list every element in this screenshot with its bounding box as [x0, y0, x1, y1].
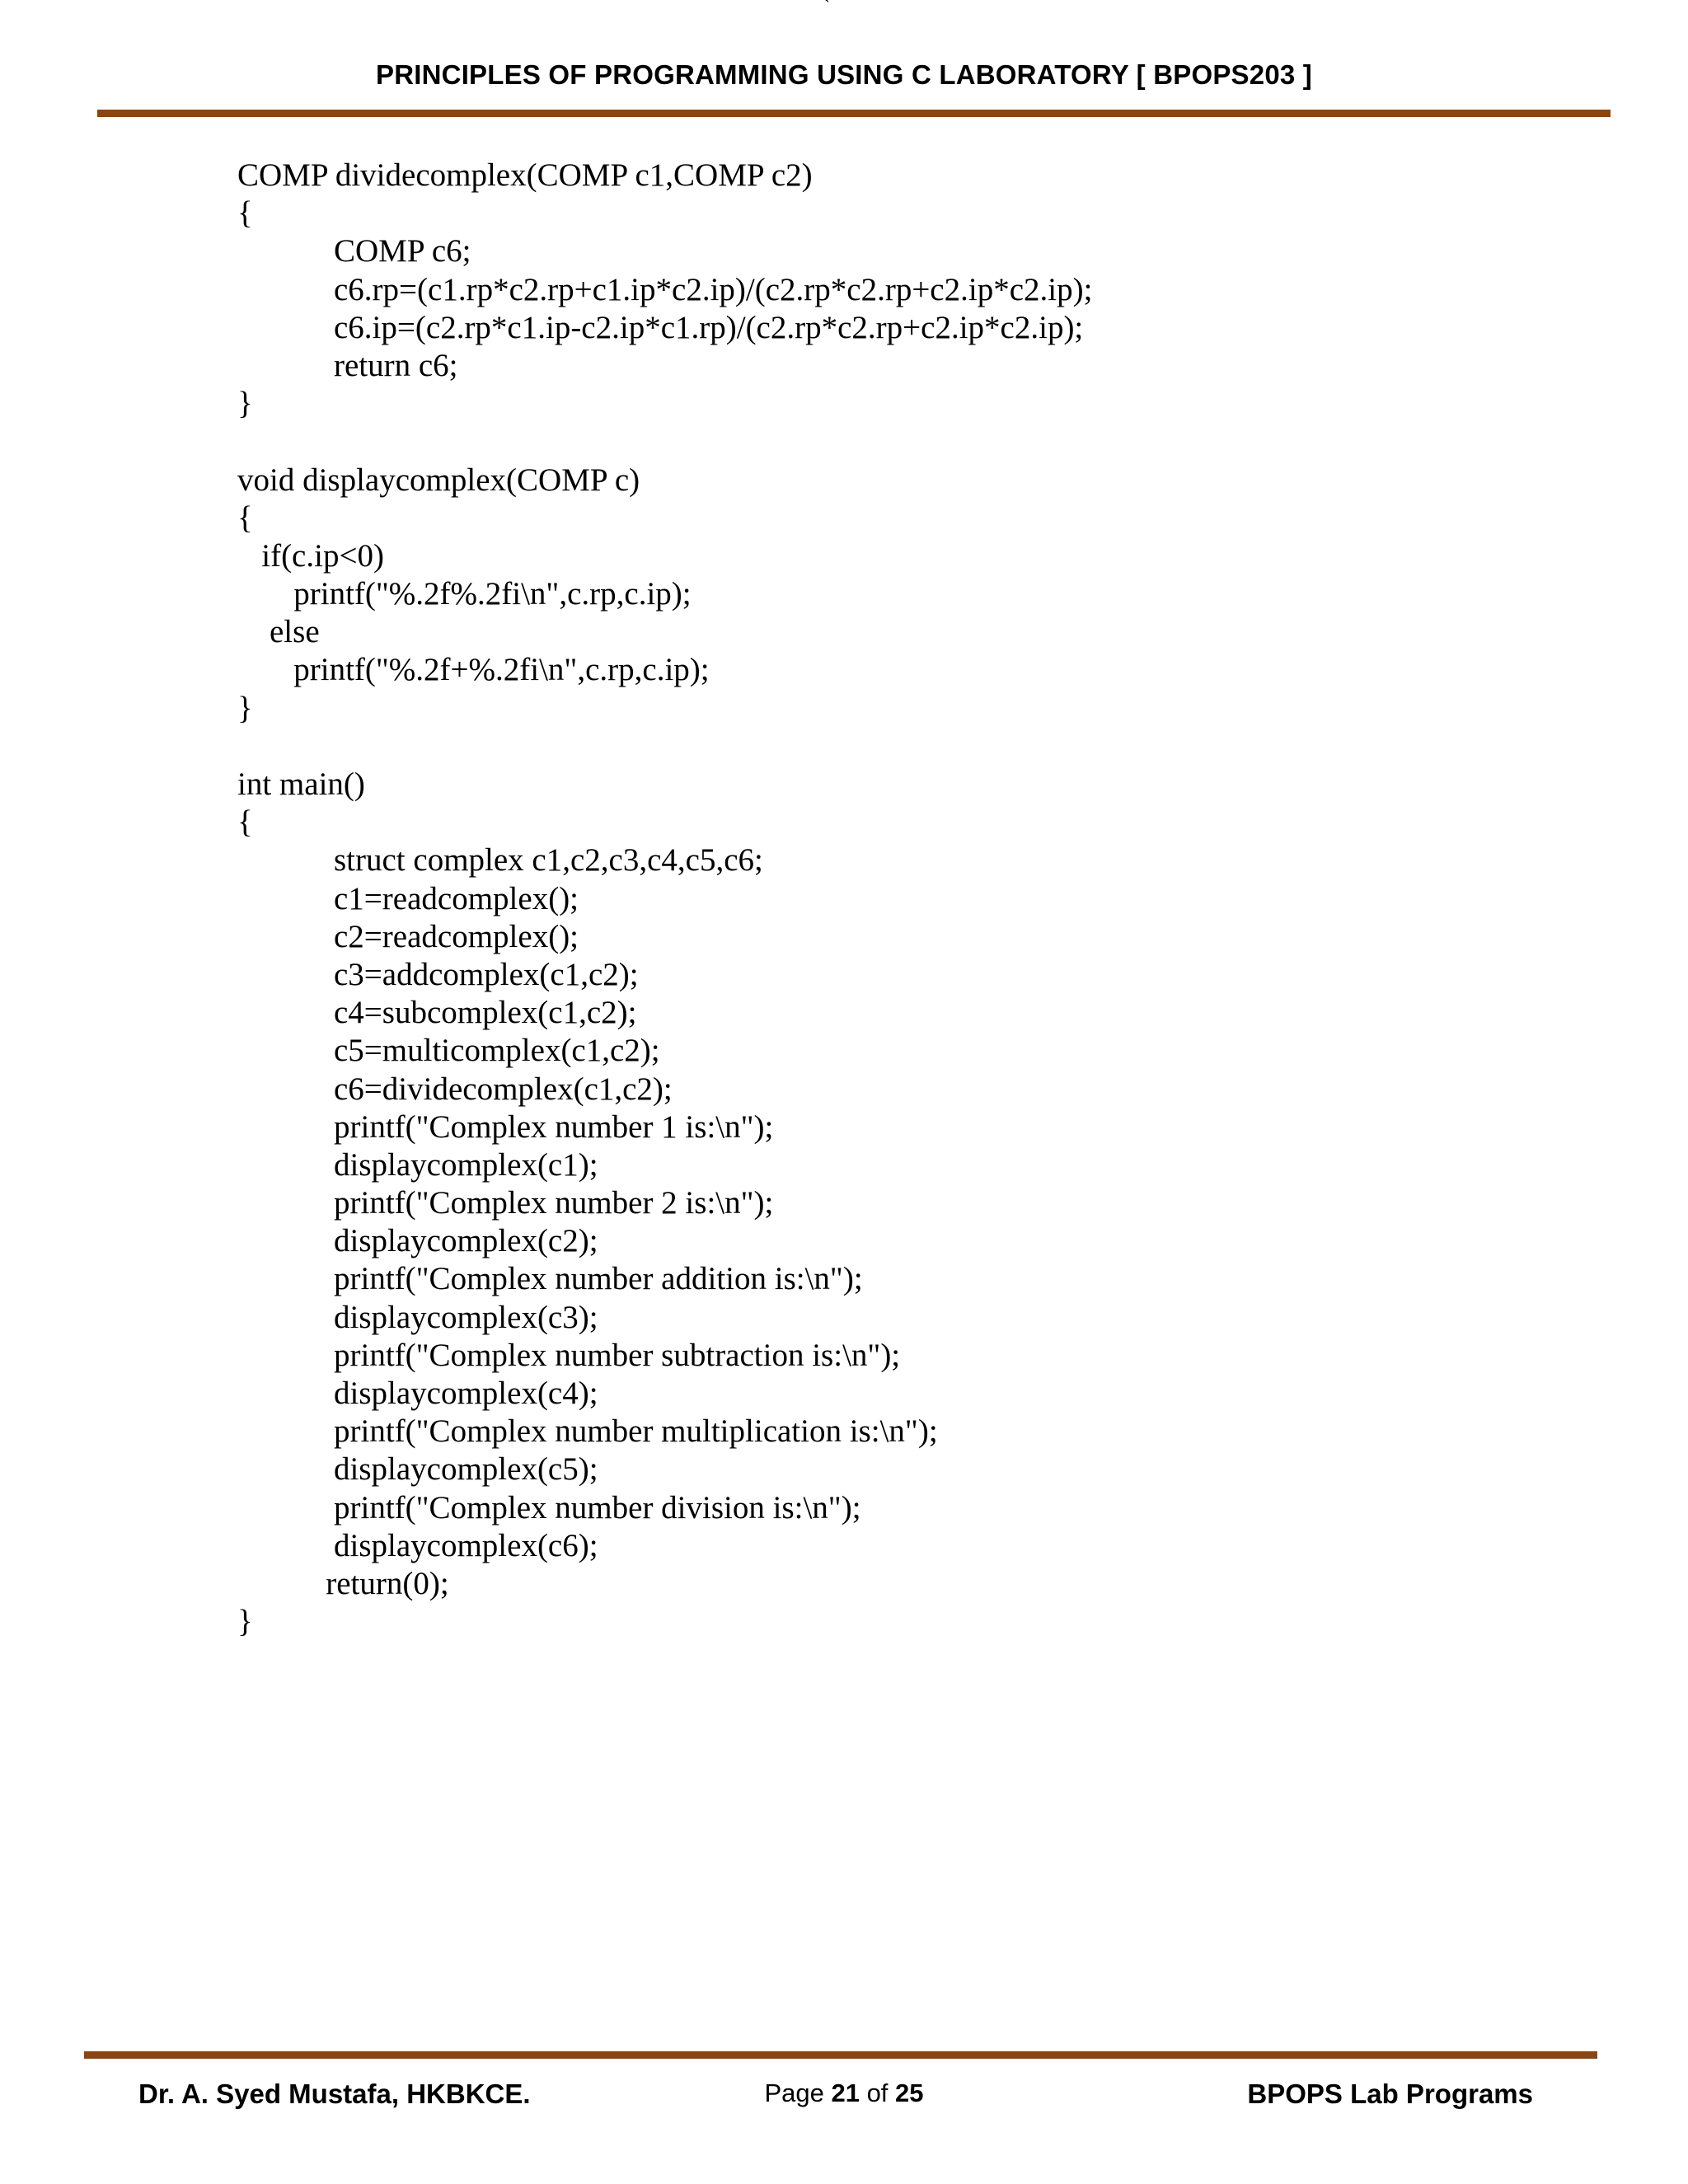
- code-line: printf("Complex number 1 is:\n");: [237, 1108, 774, 1145]
- code-line: displaycomplex(c3);: [237, 1299, 598, 1335]
- code-line: printf("Complex number division is:\n");: [237, 1489, 861, 1526]
- code-line: c6.rp=(c1.rp*c2.rp+c1.ip*c2.ip)/(c2.rp*c2.rp+c2.ip*c2.ip);: [237, 271, 1093, 307]
- code-line: struct complex c1,c2,c3,c4,c5,c6;: [237, 842, 763, 879]
- code-line: printf("Complex number 2 is:\n");: [237, 1185, 774, 1221]
- code-line: displaycomplex(c2);: [237, 1223, 598, 1259]
- code-line: return(0);: [237, 1565, 449, 1601]
- header-divider: [97, 110, 1611, 117]
- code-line: c3=addcomplex(c1,c2);: [237, 956, 639, 992]
- stray-tick-mark: `: [823, 0, 831, 21]
- code-listing: [237, 157, 1092, 1641]
- page-header-title: PRINCIPLES OF PROGRAMMING USING C LABORATORY [ BPOPS203 ]: [376, 59, 1312, 90]
- code-line: printf("Complex number addition is:\n");: [237, 1261, 863, 1297]
- code-line: printf("Complex number subtraction is:\n");: [237, 1337, 901, 1373]
- page-of: of: [859, 2079, 896, 2107]
- code-line: printf("%.2f+%.2fi\n",c.rp,c.ip);: [237, 652, 710, 688]
- code-line: [237, 728, 1092, 766]
- code-line: displaycomplex(c4);: [237, 1376, 598, 1411]
- code-line: }: [237, 690, 253, 726]
- code-line: int main(): [237, 766, 365, 802]
- code-line: {: [237, 195, 253, 232]
- footer-course: BPOPS Lab Programs: [1247, 2079, 1533, 2109]
- page-total: 25: [895, 2079, 924, 2107]
- code-line: c6=dividecomplex(c1,c2);: [237, 1071, 673, 1107]
- code-line: c6.ip=(c2.rp*c1.ip-c2.ip*c1.rp)/(c2.rp*c2.rp+c2.ip*c2.ip);: [237, 309, 1084, 345]
- code-line: displaycomplex(c5);: [237, 1451, 598, 1488]
- footer-divider: [84, 2051, 1597, 2059]
- code-line: c5=multicomplex(c1,c2);: [237, 1033, 660, 1069]
- code-line: else: [237, 614, 320, 650]
- code-line: displaycomplex(c1);: [237, 1146, 598, 1183]
- footer-author: Dr. A. Syed Mustafa, HKBKCE.: [138, 2079, 531, 2109]
- code-line: {: [237, 804, 253, 841]
- code-line: COMP c6;: [237, 233, 471, 269]
- code-line: displaycomplex(c6);: [237, 1527, 598, 1563]
- code-line: c4=subcomplex(c1,c2);: [237, 995, 637, 1031]
- code-line: }: [237, 1604, 253, 1640]
- code-line: if(c.ip<0): [237, 537, 384, 574]
- page-prefix: Page: [764, 2079, 832, 2107]
- code-line: }: [237, 386, 253, 422]
- code-line: printf("%.2f%.2fi\n",c.rp,c.ip);: [237, 576, 692, 612]
- code-line: {: [237, 499, 253, 536]
- code-line: [237, 423, 1092, 461]
- code-line: COMP dividecomplex(COMP c1,COMP c2): [237, 157, 813, 193]
- code-line: printf("Complex number multiplication is:\n");: [237, 1413, 938, 1450]
- page-current: 21: [831, 2079, 860, 2107]
- code-line: c1=readcomplex();: [237, 880, 579, 916]
- code-line: c2=readcomplex();: [237, 918, 579, 954]
- code-line: return c6;: [237, 347, 458, 383]
- code-line: void displaycomplex(COMP c): [237, 462, 640, 498]
